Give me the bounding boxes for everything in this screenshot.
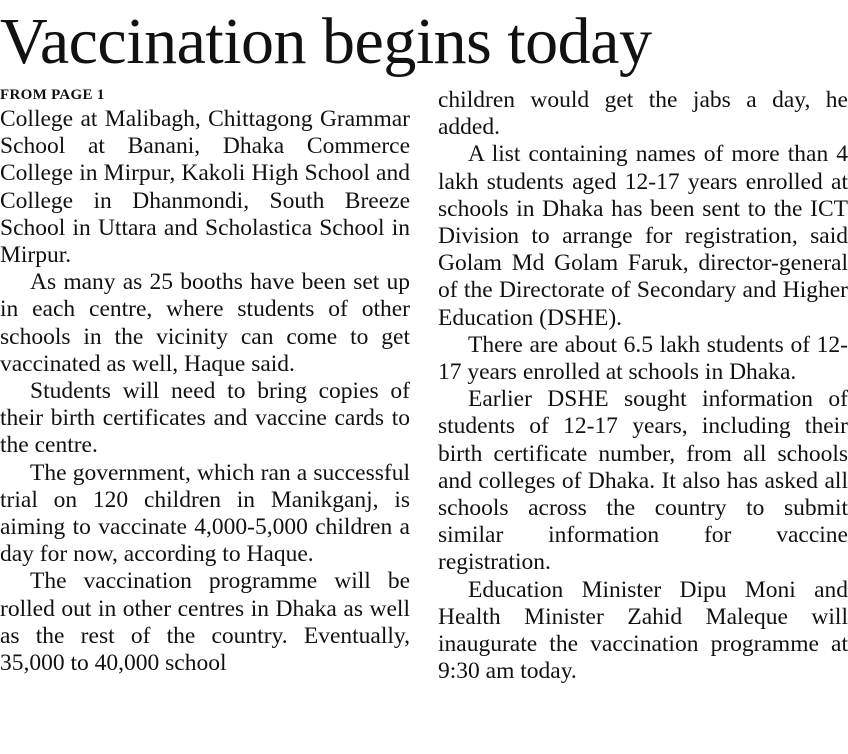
article-headline: Vaccination begins today	[0, 5, 652, 78]
article-paragraph: A list containing names of more than 4 lakh students aged 12-17 years enrolled at schools in Dhaka has been sent to the ICT Division to arrange for registration, said Golam Md Golam Faruk, director-general of the Directorate of Secondary and Higher Education (DSHE).	[438, 141, 848, 331]
article-column-right	[438, 87, 848, 685]
article-paragraph: children would get the jabs a day, he added.	[438, 87, 848, 141]
article-paragraph: Earlier DSHE sought information of students of 12-17 years, including their birth certificate number, from all schools and colleges of Dhaka. It also has asked all schools across the country to submit similar information for vaccine registration.	[438, 386, 848, 576]
article-paragraph: Education Minister Dipu Moni and Health Minister Zahid Maleque will inaugurate the vaccination programme at 9:30 am today.	[438, 576, 848, 685]
article-paragraph: As many as 25 booths have been set up in each centre, where students of other schools in the vicinity can come to get vaccinated as well, Haque said.	[0, 269, 410, 377]
article-paragraph: The vaccination programme will be rolled out in other centres in Dhaka as well as the rest of the country. Eventually, 35,000 to 40,000 school	[0, 568, 410, 677]
article-paragraph: There are about 6.5 lakh students of 12-17 years enrolled at schools in Dhaka.	[438, 331, 848, 386]
continued-from-label: FROM PAGE 1	[0, 87, 105, 103]
article-paragraph: The government, which ran a successful trial on 120 children in Manikganj, is aiming to vaccinate 4,000-5,000 children a day for now, according to Haque.	[0, 459, 410, 568]
article-column-left	[0, 86, 410, 677]
article-paragraph: Students will need to bring copies of their birth certificates and vaccine cards to the centre.	[0, 378, 410, 459]
article-paragraph: College at Malibagh, Chittagong Grammar School at Banani, Dhaka Commerce College in Mirpur, Kakoli High School and College in Dhanmondi, South Breeze School in Uttara and Scholastica School in Mirpur.	[0, 106, 410, 269]
